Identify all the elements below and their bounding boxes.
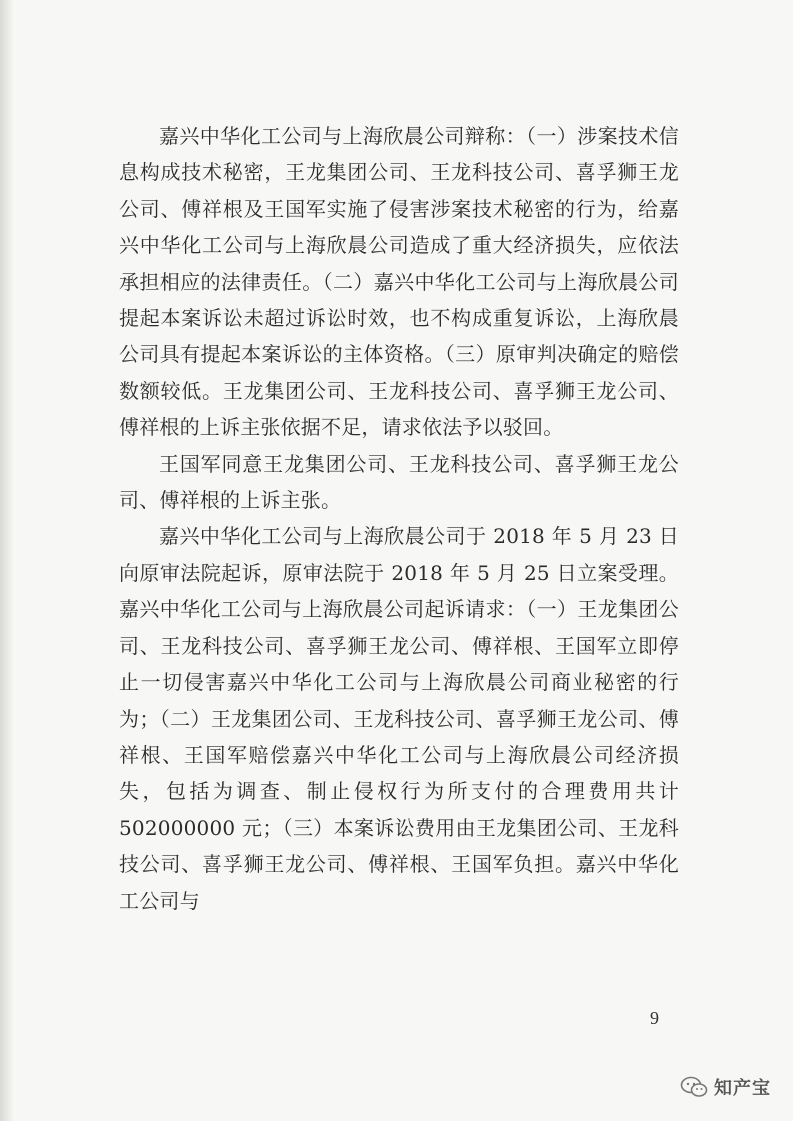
- page-number: 9: [650, 1008, 659, 1028]
- watermark-text: 知产宝: [714, 1078, 771, 1099]
- paragraph-agreement: 王国军同意王龙集团公司、王龙科技公司、喜孚狮王龙公司、傅祥根的上诉主张。: [119, 451, 679, 513]
- watermark: [680, 1074, 771, 1100]
- document-body: [119, 118, 679, 919]
- paragraph-defense: 嘉兴中华化工公司与上海欣晨公司辩称：（一）涉案技术信息构成技术秘密，王龙集团公司、王龙科技公司、喜孚狮王龙公司、傅祥根及王国军实施了侵害涉案技术秘密的行为，给嘉兴中华化工公司与上海欣晨公司造成了重大经济损失，应依法承担相应的法律责任。（二）嘉兴中华化工公司与上海欣晨公司提起本案诉讼未超过诉讼时效，也不构成重复诉讼，上海欣晨公司具有提起本案诉讼的主体资格。（三）原审判决确定的赔偿数额较低。王龙集团公司、王龙科技公司、喜孚狮王龙公司、傅祥根的上诉主张依据不足，请求依法予以驳回。: [119, 124, 679, 440]
- wechat-icon: [680, 1076, 708, 1098]
- page-edge-shadow: [0, 0, 14, 1121]
- paragraph-claims: 嘉兴中华化工公司与上海欣晨公司于 2018 年 5 月 23 日向原审法院起诉，原审法院于 2018 年 5 月 25 日立案受理。嘉兴中华化工公司与上海欣晨公司起诉请求：（一）王龙集团公司、王龙科技公司、喜孚狮王龙公司、傅祥根、王国军立即停止一切侵害嘉兴中华化工公司与上海欣晨公司商业秘密的行为；（二）王龙集团公司、王龙科技公司、喜孚狮王龙公司、傅祥根、王国军赔偿嘉兴中华化工公司与上海欣晨公司经济损失，包括为调查、制止侵权行为所支付的合理费用共计 502000000 元；（三）本案诉讼费用由王龙集团公司、王龙科技公司、喜孚狮王龙公司、傅祥根、王国军负担。嘉兴中华化工公司与: [119, 524, 679, 913]
